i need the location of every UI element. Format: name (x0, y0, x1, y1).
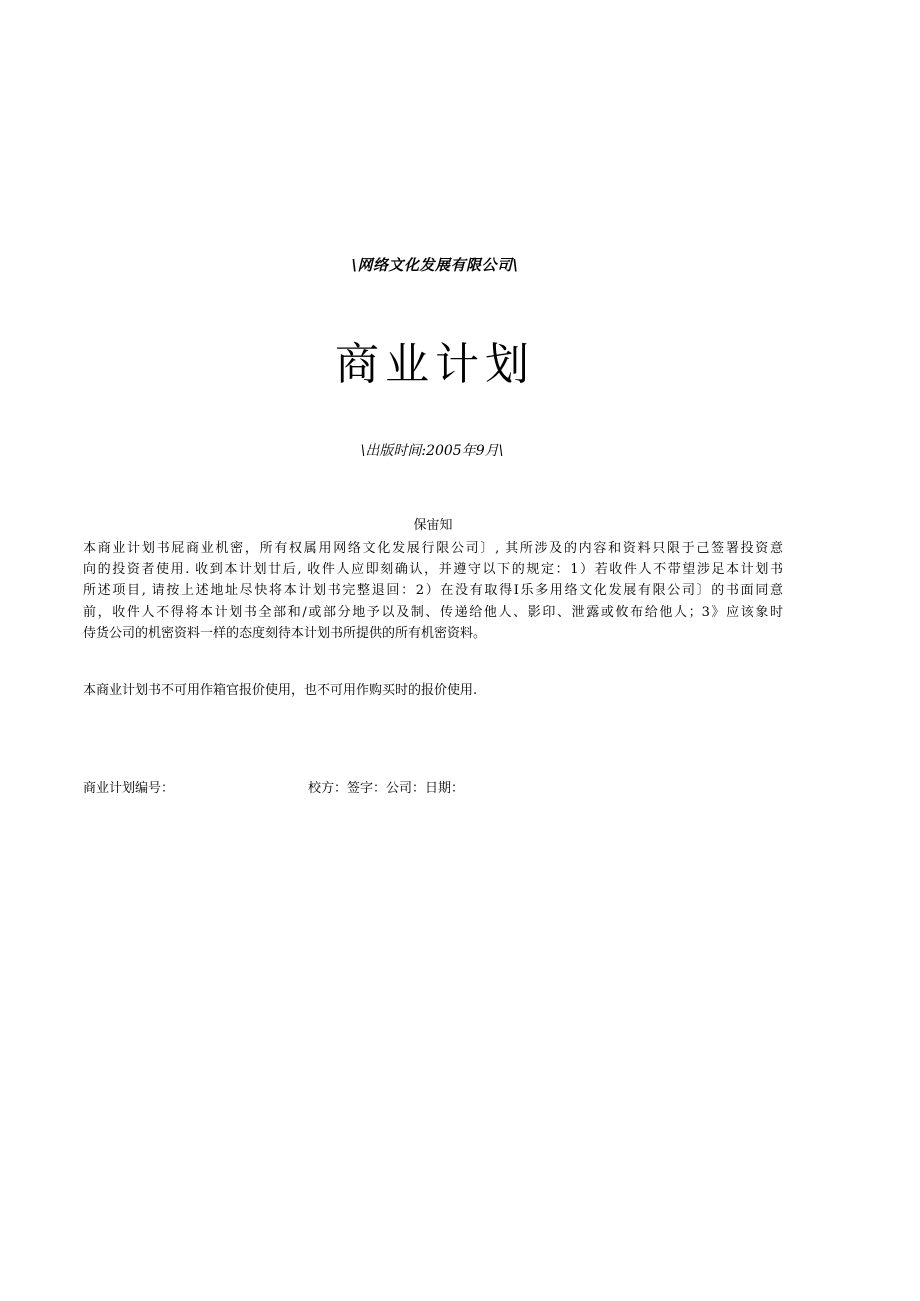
company-name: \网络文化发展有限公司\ (351, 256, 519, 274)
paragraph-line: 前，收件人不得将本计划书全部和/或部分地予以及制、传递给他人、影印、泄露或攸布给他人；3》应该象时 (83, 604, 783, 620)
paragraph-line: 本商业计划书屁商业机密，所有权属用网络文化发展行限公司〕, 其所涉及的内容和资料只限于己签署投资意 (83, 541, 783, 556)
paragraph-line: 向的投资者使用. 收到本计划廿后, 收件人应即刻确认，并遵守以下的规定：1）若收件人不带望涉足本计划书 (83, 562, 783, 578)
publication-date: \出版时间:2005年9月\ (360, 443, 504, 459)
document-title: 商业计划 (335, 339, 535, 390)
paragraph-line: 所述项目, 请按上述地址尽快将本计划书完整退回：2）在没有取得I乐多用络文化发展有限公司〕的书面同意 (83, 583, 783, 599)
paragraph-line: 侍货公司的机密资料一样的态度刻待本计划书所提供的所有机密资料。 (83, 625, 487, 641)
confidentiality-paragraph (83, 538, 783, 644)
usage-note: 本商业计划书不可用作箱官报价使用，也不可用作购买时的报价使用. (83, 683, 478, 698)
confidentiality-heading: 保宙知 (413, 518, 453, 533)
plan-number-label: 商业计划编号： (83, 781, 175, 796)
signature-fields: 校方：签字：公司：日期： (308, 781, 465, 796)
